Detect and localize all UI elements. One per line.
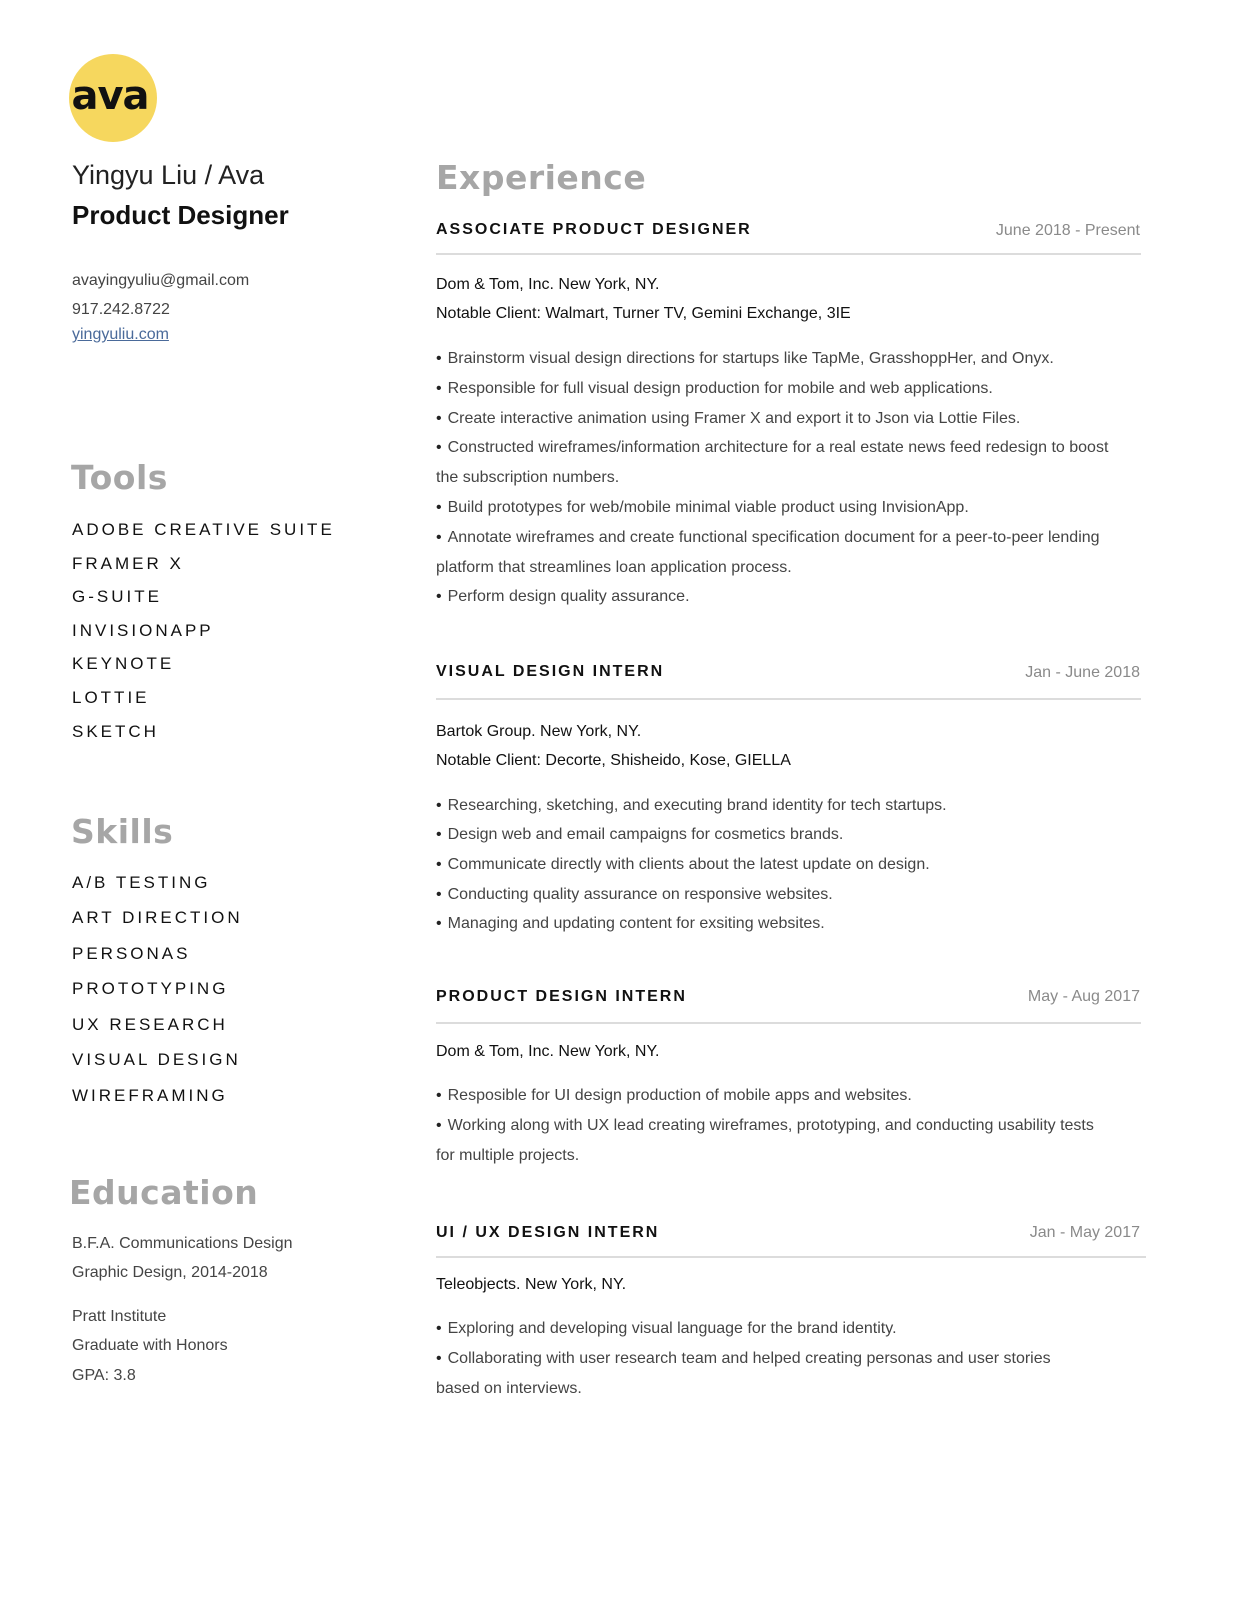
bullet-item: • Annotate wireframes and create functional specification document for a peer-to-peer lending platform that streamlines loan application process. bbox=[436, 529, 1100, 576]
skill-item: VISUAL DESIGN bbox=[72, 1050, 241, 1069]
job-dates: Jan - June 2018 bbox=[1025, 664, 1140, 681]
bullet-item: • Collaborating with user research team and helped creating personas and user stories based on interviews. bbox=[436, 1350, 1051, 1397]
tool-item: FRAMER X bbox=[72, 554, 184, 573]
full-name: Yingyu Liu / Ava bbox=[72, 160, 265, 190]
tool-item: LOTTIE bbox=[72, 688, 150, 707]
bullet-item: • Constructed wireframes/information architecture for a real estate news feed redesign to boost the subscription numbers. bbox=[436, 439, 1109, 486]
tool-item: SKETCH bbox=[72, 722, 159, 741]
skills-heading: Skills bbox=[71, 812, 174, 851]
phone: 917.242.8722 bbox=[72, 301, 170, 318]
skill-item: PROTOTYPING bbox=[72, 979, 229, 998]
skill-item: ART DIRECTION bbox=[72, 908, 243, 927]
tool-item: KEYNOTE bbox=[72, 654, 175, 673]
bullet-item: • Resposible for UI design production of mobile apps and websites. bbox=[436, 1087, 912, 1104]
job-client: Notable Client: Decorte, Shisheido, Kose, GIELLA bbox=[436, 752, 791, 769]
bullet-item: • Communicate directly with clients about the latest update on design. bbox=[436, 856, 930, 873]
bullet-item: • Create interactive animation using Framer X and export it to Json via Lottie Files. bbox=[436, 410, 1021, 427]
bullet-item: • Responsible for full visual design production for mobile and web applications. bbox=[436, 380, 993, 397]
skill-item: WIREFRAMING bbox=[72, 1086, 228, 1105]
experience-heading: Experience bbox=[436, 158, 647, 197]
skill-item: A/B TESTING bbox=[72, 873, 211, 892]
bullet-item: • Design web and email campaigns for cosmetics brands. bbox=[436, 826, 844, 843]
job-title: ASSOCIATE PRODUCT DESIGNER bbox=[436, 221, 752, 238]
divider bbox=[436, 253, 1141, 255]
bullet-item: • Brainstorm visual design directions for startups like TapMe, GrasshoppHer, and Onyx. bbox=[436, 350, 1054, 367]
education-heading: Education bbox=[69, 1173, 259, 1212]
job-dates: May - Aug 2017 bbox=[1027, 988, 1140, 1005]
tools-heading: Tools bbox=[71, 458, 168, 497]
job-role: Product Designer bbox=[72, 200, 289, 230]
bullet-item: • Build prototypes for web/mobile minimal viable product using InvisionApp. bbox=[436, 499, 969, 516]
divider bbox=[436, 698, 1141, 700]
education-honors: Graduate with Honors bbox=[72, 1337, 228, 1354]
bullet-item: • Perform design quality assurance. bbox=[436, 588, 690, 605]
email[interactable]: avayingyuliu@gmail.com bbox=[72, 272, 250, 289]
bullet-item: • Exploring and developing visual language for the brand identity. bbox=[436, 1320, 897, 1337]
job-company: Teleobjects. New York, NY. bbox=[436, 1276, 627, 1293]
job-company: Bartok Group. New York, NY. bbox=[436, 723, 642, 740]
job-company: Dom & Tom, Inc. New York, NY. bbox=[436, 1043, 660, 1060]
divider bbox=[436, 1022, 1141, 1024]
job-client: Notable Client: Walmart, Turner TV, Gemini Exchange, 3IE bbox=[436, 305, 851, 322]
education-school: Pratt Institute bbox=[72, 1308, 167, 1325]
bullet-item: • Working along with UX lead creating wireframes, prototyping, and conducting usability tests for multiple projects. bbox=[436, 1117, 1094, 1164]
job-title: UI / UX DESIGN INTERN bbox=[436, 1224, 660, 1241]
job-dates: Jan - May 2017 bbox=[1029, 1224, 1140, 1241]
skill-item: UX RESEARCH bbox=[72, 1015, 228, 1034]
education-gpa: GPA: 3.8 bbox=[72, 1367, 136, 1384]
website-link[interactable]: yingyuliu.com bbox=[72, 326, 169, 343]
divider bbox=[436, 1256, 1146, 1258]
job-dates: June 2018 - Present bbox=[995, 222, 1140, 239]
logo bbox=[69, 54, 157, 142]
bullet-item: • Researching, sketching, and executing brand identity for tech startups. bbox=[436, 797, 947, 814]
job-title: VISUAL DESIGN INTERN bbox=[436, 663, 665, 680]
tool-item: ADOBE CREATIVE SUITE bbox=[72, 520, 335, 539]
job-title: PRODUCT DESIGN INTERN bbox=[436, 988, 687, 1005]
logo-text: ava bbox=[71, 73, 149, 119]
job-company: Dom & Tom, Inc. New York, NY. bbox=[436, 276, 660, 293]
tool-item: INVISIONAPP bbox=[72, 621, 214, 640]
education-major: Graphic Design, 2014-2018 bbox=[72, 1264, 268, 1281]
education-degree: B.F.A. Communications Design bbox=[72, 1235, 293, 1252]
skill-item: PERSONAS bbox=[72, 944, 191, 963]
tool-item: G-SUITE bbox=[72, 587, 162, 606]
bullet-item: • Managing and updating content for exsiting websites. bbox=[436, 915, 825, 932]
bullet-item: • Conducting quality assurance on responsive websites. bbox=[436, 886, 833, 903]
